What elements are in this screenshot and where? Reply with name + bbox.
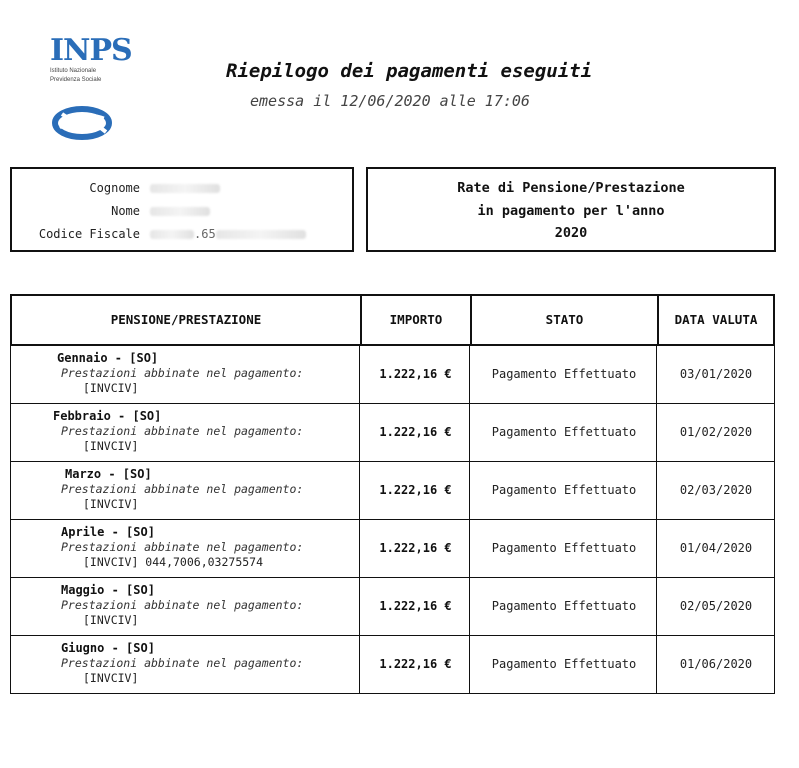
row-note: Prestazioni abbinate nel pagamento: — [61, 424, 304, 438]
column-divider — [359, 346, 360, 403]
table-row — [10, 346, 775, 404]
table-row — [10, 520, 775, 578]
payments-table — [10, 294, 775, 694]
fiscal-code-value — [150, 227, 306, 241]
row-status: Pagamento Effettuato — [491, 425, 637, 439]
logo-subtitle-1: Istituto Nazionale — [50, 68, 97, 74]
logo-arrows-icon — [52, 106, 112, 140]
row-date: 02/05/2020 — [679, 599, 753, 613]
row-amount: 1.222,16 € — [379, 541, 452, 555]
column-header-date: DATA VALUTA — [674, 312, 758, 327]
column-divider — [359, 404, 360, 461]
name-value — [150, 204, 210, 218]
issue-date: emessa il 12/06/2020 alle 17:06 — [250, 92, 530, 110]
row-month: Maggio - [SO] — [61, 583, 155, 597]
row-date: 01/02/2020 — [679, 425, 753, 439]
name-label: Nome — [111, 204, 140, 218]
table-row — [10, 462, 775, 520]
table-row — [10, 578, 775, 636]
column-divider — [359, 578, 360, 635]
row-date: 02/03/2020 — [679, 483, 753, 497]
column-header-status: STATO — [545, 312, 584, 327]
row-note: Prestazioni abbinate nel pagamento: — [61, 540, 304, 554]
row-amount: 1.222,16 € — [379, 599, 452, 613]
inps-logo — [50, 33, 132, 140]
fiscal-code-partial: .65 — [194, 227, 216, 241]
row-code: [INVCIV] — [83, 613, 139, 627]
row-status: Pagamento Effettuato — [491, 541, 637, 555]
row-month: Gennaio - [SO] — [57, 351, 159, 365]
surname-label: Cognome — [89, 181, 140, 195]
fiscal-code-label: Codice Fiscale — [38, 227, 140, 241]
row-amount: 1.222,16 € — [379, 367, 452, 381]
surname-value — [150, 181, 220, 195]
row-status: Pagamento Effettuato — [491, 483, 637, 497]
row-status: Pagamento Effettuato — [491, 599, 637, 613]
summary-year: 2020 — [554, 225, 588, 241]
row-note: Prestazioni abbinate nel pagamento: — [61, 482, 304, 496]
logo-subtitle-2: Previdenza Sociale — [50, 77, 102, 83]
row-month: Aprile - [SO] — [61, 525, 155, 539]
column-divider — [359, 636, 360, 693]
row-amount: 1.222,16 € — [379, 425, 452, 439]
row-month: Giugno - [SO] — [61, 641, 155, 655]
column-header-pension: PENSIONE/PRESTAZIONE — [110, 312, 262, 327]
person-info-box — [10, 167, 354, 252]
table-row — [10, 636, 775, 694]
row-note: Prestazioni abbinate nel pagamento: — [61, 598, 304, 612]
row-note: Prestazioni abbinate nel pagamento: — [61, 656, 304, 670]
row-date: 03/01/2020 — [679, 367, 753, 381]
document-title: Riepilogo dei pagamenti eseguiti — [226, 60, 593, 82]
column-divider — [359, 462, 360, 519]
row-amount: 1.222,16 € — [379, 483, 452, 497]
row-date: 01/06/2020 — [679, 657, 753, 671]
table-header — [10, 294, 775, 346]
row-status: Pagamento Effettuato — [491, 657, 637, 671]
row-status: Pagamento Effettuato — [491, 367, 637, 381]
row-month: Marzo - [SO] — [65, 467, 152, 481]
row-code: [INVCIV] — [83, 381, 139, 395]
row-note: Prestazioni abbinate nel pagamento: — [61, 366, 304, 380]
table-row — [10, 404, 775, 462]
column-header-amount: IMPORTO — [389, 312, 443, 327]
row-amount: 1.222,16 € — [379, 657, 452, 671]
row-month: Febbraio - [SO] — [53, 409, 162, 423]
row-code: [INVCIV] — [83, 671, 139, 685]
summary-line-1: Rate di Pensione/Prestazione — [457, 180, 685, 196]
summary-box — [366, 167, 776, 252]
row-date: 01/04/2020 — [679, 541, 753, 555]
summary-line-2: in pagamento per l'anno — [477, 203, 665, 219]
row-code: [INVCIV] — [83, 497, 139, 511]
column-divider — [359, 520, 360, 577]
logo-text: INPS — [50, 33, 132, 68]
row-code: [INVCIV] 044,7006,03275574 — [83, 555, 264, 569]
row-code: [INVCIV] — [83, 439, 139, 453]
